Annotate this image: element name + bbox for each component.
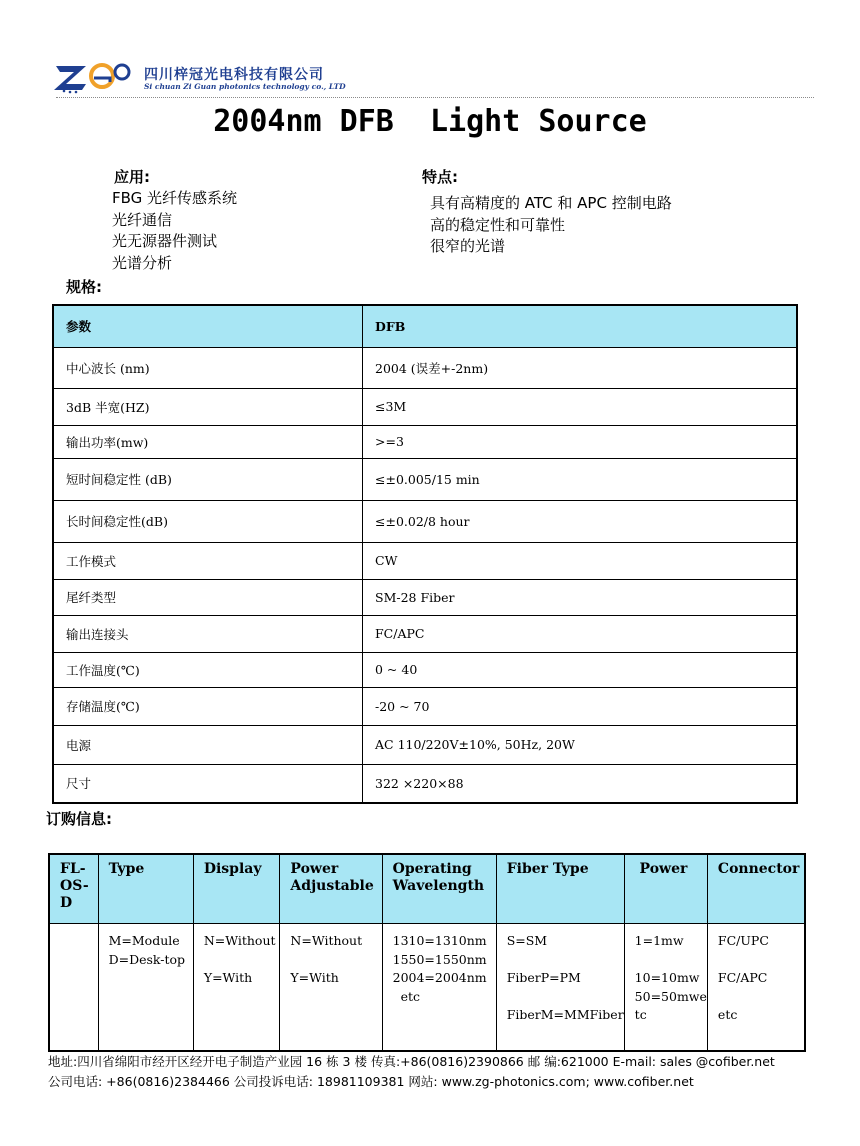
application-item: 光无源器件测试 — [112, 232, 218, 250]
table-row — [53, 725, 797, 764]
order-table — [48, 853, 806, 1052]
order-cell-wavelength: 1310=1310nm 1550=1550nm 2004=2004nm etc — [382, 924, 496, 1052]
table-row — [53, 347, 797, 388]
table-row — [53, 687, 797, 725]
spec-value: ≤±0.02/8 hour — [363, 500, 798, 542]
spec-param: 工作模式 — [53, 542, 363, 579]
spec-heading: 规格: — [66, 278, 102, 296]
application-item: FBG 光纤传感系统 — [112, 189, 238, 207]
order-col-power-adjustable: Power Adjustable — [280, 854, 382, 924]
spec-value: 2004 (误差+-2nm) — [363, 347, 798, 388]
spec-param: 尾纤类型 — [53, 579, 363, 615]
table-row — [53, 579, 797, 615]
company-name-en: Si chuan Zi Guan photonics technology co., LTD — [144, 82, 346, 91]
features-list — [430, 193, 672, 258]
table-row — [49, 924, 805, 1052]
table-row — [53, 425, 797, 458]
order-cell-model — [49, 924, 98, 1052]
table-row — [53, 764, 797, 803]
order-cell-power: 1=1mw 10=10mw 50=50mwe tc — [624, 924, 707, 1052]
order-col-wavelength: Operating Wavelength — [382, 854, 496, 924]
order-col-model: FL- OS- D — [49, 854, 98, 924]
order-col-connector: Connector — [707, 854, 805, 924]
spec-param: 长时间稳定性(dB) — [53, 500, 363, 542]
table-row — [53, 458, 797, 500]
application-heading: 应用: — [114, 168, 150, 186]
company-logo — [52, 60, 136, 94]
spec-value: >=3 — [363, 425, 798, 458]
table-row — [53, 542, 797, 579]
order-cell-fiber-type: S=SM FiberP=PM FiberM=MMFiber — [496, 924, 624, 1052]
spec-param: 工作温度(℃) — [53, 652, 363, 687]
spec-header-param: 参数 — [53, 305, 363, 347]
order-cell-display: N=Without Y=With — [193, 924, 280, 1052]
order-col-fiber-type: Fiber Type — [496, 854, 624, 924]
spec-header-value: DFB — [363, 305, 798, 347]
spec-value: 0 ~ 40 — [363, 652, 798, 687]
spec-value: SM-28 Fiber — [363, 579, 798, 615]
footer-address: 地址:四川省绵阳市经开区经开电子制造产业园 16 栋 3 楼 传真:+86(0816)2390866 邮 编:621000 E-mail: sales @cofiber.net — [48, 1054, 775, 1069]
page-title: 2004nm DFB Light Source — [213, 104, 647, 139]
spec-value: 322 ×220×88 — [363, 764, 798, 803]
spec-header-row — [53, 305, 797, 347]
features-heading: 特点: — [422, 168, 458, 186]
order-col-power: Power — [624, 854, 707, 924]
application-item: 光纤通信 — [112, 210, 173, 229]
spec-table — [52, 304, 798, 804]
order-col-display: Display — [193, 854, 280, 924]
feature-item: 高的稳定性和可靠性 — [430, 215, 566, 234]
order-col-type: Type — [98, 854, 193, 924]
spec-value: ≤3M — [363, 388, 798, 425]
order-cell-connector: FC/UPC FC/APC etc — [707, 924, 805, 1052]
header-divider — [56, 97, 814, 98]
application-list — [112, 188, 237, 274]
table-row — [53, 615, 797, 652]
table-row — [53, 500, 797, 542]
footer-contact: 公司电话: +86(0816)2384466 公司投诉电话: 18981109381 网站: www.zg-photonics.com; www.cofiber.net — [48, 1074, 694, 1089]
spec-value: ≤±0.005/15 min — [363, 458, 798, 500]
spec-value: FC/APC — [363, 615, 798, 652]
spec-param: 电源 — [53, 725, 363, 764]
spec-param: 尺寸 — [53, 764, 363, 803]
table-row — [53, 388, 797, 425]
spec-param: 输出连接头 — [53, 615, 363, 652]
order-cell-power-adjustable: N=Without Y=With — [280, 924, 382, 1052]
order-cell-type: M=Module D=Desk-top — [98, 924, 193, 1052]
spec-param: 短时间稳定性 (dB) — [53, 458, 363, 500]
spec-param: 中心波长 (nm) — [53, 347, 363, 388]
table-row — [53, 652, 797, 687]
feature-item: 具有高精度的 ATC 和 APC 控制电路 — [430, 194, 672, 212]
spec-value: CW — [363, 542, 798, 579]
company-name-cn: 四川梓冠光电科技有限公司 — [144, 67, 324, 83]
spec-param: 存储温度(℃) — [53, 687, 363, 725]
application-item: 光谱分析 — [112, 253, 173, 272]
feature-item: 很窄的光谱 — [430, 237, 506, 255]
spec-param: 输出功率(mw) — [53, 425, 363, 458]
order-heading: 订购信息: — [46, 810, 112, 828]
order-header-row — [49, 854, 805, 924]
spec-param: 3dB 半宽(HZ) — [53, 388, 363, 425]
spec-value: AC 110/220V±10%, 50Hz, 20W — [363, 725, 798, 764]
spec-value: -20 ~ 70 — [363, 687, 798, 725]
